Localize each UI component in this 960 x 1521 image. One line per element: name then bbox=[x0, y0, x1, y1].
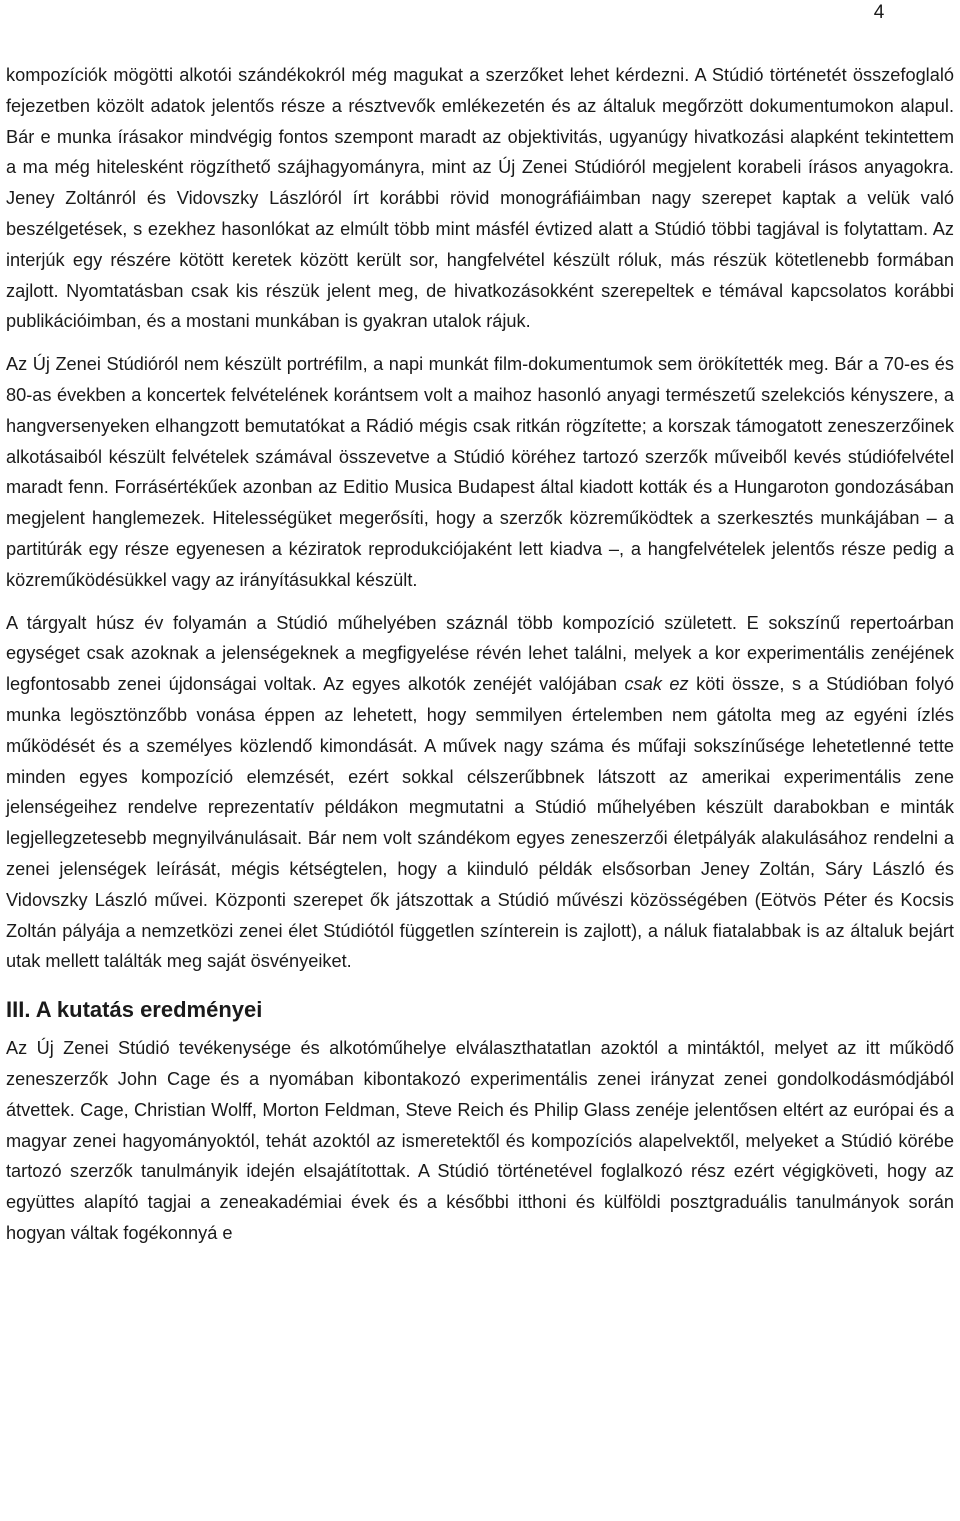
section-heading: III. A kutatás eredményei bbox=[6, 997, 263, 1023]
emphasis-text: csak ez bbox=[624, 674, 689, 695]
body-text bbox=[6, 60, 954, 1261]
paragraph-1: kompozíciók mögötti alkotói szándékokról még magukat a szerzőket lehet kérdezni. A Stúdió történetét összefoglaló fejezetben közölt adatok jelentős része a résztvevők emlékezetén és az általuk megőrzött dokumentumokon alapul. Bár e munka írásakor mindvégig fontos szempont maradt az objektivitás, ugyanúgy hivatkozási alapként tekintettem a ma még hitelesként rögzíthető szájhagyományra, mint az Új Zenei Stúdióról megjelent korabeli írásos anyagokra. Jeney Zoltánról és Vidovszky Lászlóról írt korábbi rövid monográfiáimban nagy szerepet kaptak a velük való beszélgetések, s ezekhez hasonlókat az elmúlt több mint másfél évtized alatt a Stúdió többi tagjával is folytattam. Az interjúk egy részére kötött keretek között került sor, hangfelvétel készült róluk, más részük kötetlenebb formában zajlott. Nyomtatásban csak kis részük jelent meg, de hivatkozásokként szerepeltek e témával kapcsolatos korábbi publikációimban, és a mostani munkában is gyakran utalok rájuk. bbox=[6, 65, 954, 332]
page-number: 4 bbox=[873, 2, 885, 23]
paragraph-3-text-start: A tárgyalt húsz év folyamán a Stúdió műhelyében száznál több kompozíció született. E sokszínű repertoárban egységet csak azoknak a jelenségeknek a megfigyelése révén lehet találni, melyek a kor experimentális zenéjének legfontosabb zenei újdonságai voltak. Az egyes alkotók zenéjét valójában bbox=[6, 612, 954, 695]
paragraph-3-text-end: köti össze, s a Stúdióban folyó munka legösztönzőbb vonása éppen az lehetett, hogy semmilyen értelemben nem gátolta meg az egyéni ízlés működését és a személyes közlendő kimondását. A művek nagy száma és műfaji sokszínűsége lehetetlenné tette minden egyes kompozíció elemzését, ezért sokkal célszerűbbnek látszott az amerikai experimentális zene jelenségeihez rendelve reprezentatív példákon megmutatni a Stúdió műhelyében készült darabokban e minták legjellegzetesebb megnyilvánulásait. Bár nem volt szándékom egyes zeneszerzői életpályák alakulásához rendelni a zenei jelenségek leírását, mégis kétségtelen, hogy a kiinduló példák elsősorban Jeney Zoltán, Sáry László és Vidovszky László művei. Központi szerepet ők játszottak a Stúdió művészi közösségében (Eötvös Péter és Kocsis Zoltán pályája a nemzetközi zenei élet Stúdiótól független színterein is zajlott), a náluk fiatalabbak is az általuk bejárt utak mellett találták meg saját ösvényeiket. bbox=[6, 674, 954, 972]
paragraph-2: Az Új Zenei Stúdióról nem készült portréfilm, a napi munkát film-dokumentumok sem örökítették meg. Bár a 70-es és 80-as években a koncertek felvételének korántsem volt a maihoz hasonló anyagi természetű szelekciós kényszere, a hangversenyeken elhangzott bemutatókat a Rádió mégis csak ritkán rögzítette; a korszak támogatott zeneszerzőinek alkotásaiból készült felvételek számával összevetve a Stúdió köréhez tartozó szerzők műveiből kevés stúdiófelvétel maradt fenn. Forrásértékűek azonban az Editio Musica Budapest által kiadott kották és a Hungaroton gondozásában megjelent hanglemezek. Hitelességüket megerősíti, hogy a szerzők közreműködtek a szerkesztés munkájában – a partitúrák egy része egyenesen a kéziratok reprodukciójaként lett kiadva –, a hangfelvételek jelentős része pedig a közreműködésükkel vagy az irányításukkal készült. bbox=[6, 354, 954, 590]
section-paragraph: Az Új Zenei Stúdió tevékenysége és alkotóműhelye elválaszthatatlan azoktól a mintáktól, melyet az itt működő zeneszerzők John Cage és a nyomában kibontakozó experimentális zenei irányzat zenei gondolkodásmódjából átvettek. Cage, Christian Wolff, Morton Feldman, Steve Reich és Philip Glass zenéje jelentősen eltért az európai és a magyar zenei hagyományoktól, tehát azoktól az ismeretektől és kompozíciós alapelvektől, melyeket a Stúdió körébe tartozó szerzők tanulmányik idején elsajátítottak. A Stúdió történetével foglalkozó rész ezért végigköveti, hogy az együttes alapító tagjai a zeneakadémiai évek és a későbbi itthoni és külföldi posztgraduális tanulmányok során hogyan váltak fogékonnyá e bbox=[6, 1038, 954, 1243]
paragraph-3 bbox=[6, 608, 954, 978]
